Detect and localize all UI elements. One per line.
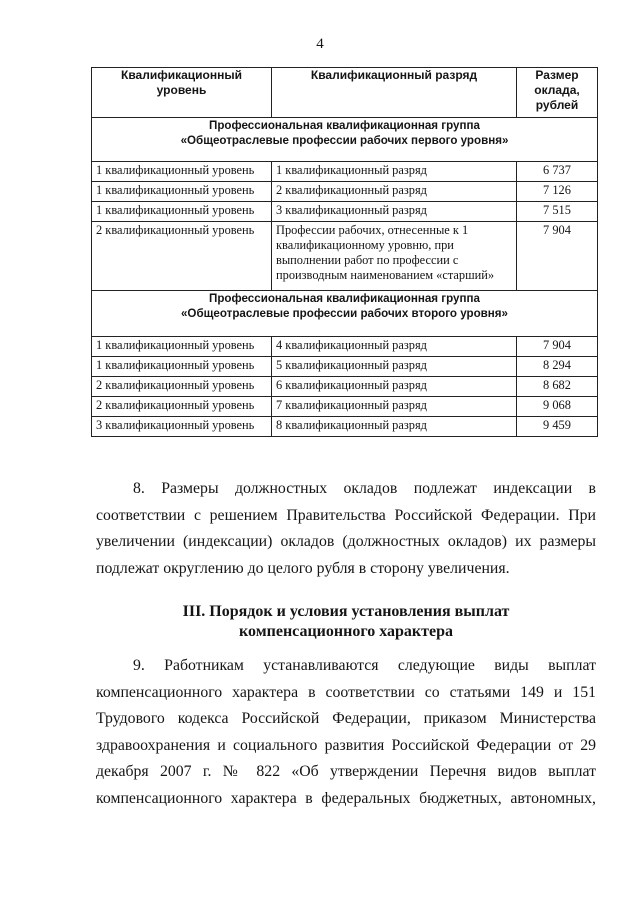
group-row xyxy=(92,291,598,337)
header-salary: Размер оклада, рублей xyxy=(517,68,598,118)
table-row xyxy=(92,397,598,417)
cell-grade: 7 квалификационный разряд xyxy=(272,397,517,417)
cell-level: 1 квалификационный уровень xyxy=(92,182,272,202)
paragraph-9-text: 9. Работникам устанавливаются следующие виды выплат компенсационного характера в соответствии со статьями 149 и 151 Трудового кодекса Российской Федерации, приказом Министерства здравоохранения и социального развития Российской Федерации от 29 декабря 2007 г. № 822 «Об утверждении Перечня видов выплат компенсационного характера в федеральных бюджетных, автономных, xyxy=(96,657,596,807)
table-header-row xyxy=(92,68,598,118)
paragraph-8-text: 8. Размеры должностных окладов подлежат индексации в соответствии с решением Правительства Российской Федерации. При увеличении (индексации) окладов (должностных окладов) их размеры подлежат округлению до целого рубля в сторону увеличения. xyxy=(96,480,596,577)
header-level: Квалификационный уровень xyxy=(92,68,272,118)
cell-grade: 1 квалификационный разряд xyxy=(272,162,517,182)
table-row xyxy=(92,337,598,357)
cell-grade: 5 квалификационный разряд xyxy=(272,357,517,377)
table-row xyxy=(92,357,598,377)
group-title-line1: Профессиональная квалификационная группа xyxy=(209,292,480,305)
paragraph-8 xyxy=(96,476,596,582)
table-row xyxy=(92,222,598,291)
cell-salary: 6 737 xyxy=(517,162,598,182)
cell-salary: 7 904 xyxy=(517,337,598,357)
cell-salary: 8 682 xyxy=(517,377,598,397)
cell-salary: 8 294 xyxy=(517,357,598,377)
group-title-line1: Профессиональная квалификационная группа xyxy=(209,119,480,132)
group-title xyxy=(92,118,598,162)
cell-salary: 7 126 xyxy=(517,182,598,202)
header-grade: Квалификационный разряд xyxy=(272,68,517,118)
group-title-line2: «Общеотраслевые профессии рабочих первого уровня» xyxy=(180,134,509,147)
cell-level: 2 квалификационный уровень xyxy=(92,222,272,291)
salary-table xyxy=(91,67,598,437)
cell-grade: 3 квалификационный разряд xyxy=(272,202,517,222)
cell-grade: 8 квалификационный разряд xyxy=(272,417,517,437)
cell-grade: 6 квалификационный разряд xyxy=(272,377,517,397)
cell-level: 1 квалификационный уровень xyxy=(92,202,272,222)
paragraph-9 xyxy=(96,653,596,812)
table-row xyxy=(92,417,598,437)
cell-grade: Профессии рабочих, отнесенные к 1 квалификационному уровню, при выполнении работ по профессии с производным наименованием «старший» xyxy=(272,222,517,291)
cell-salary: 7 515 xyxy=(517,202,598,222)
cell-level: 3 квалификационный уровень xyxy=(92,417,272,437)
group-title xyxy=(92,291,598,337)
group-title-line2: «Общеотраслевые профессии рабочих второго уровня» xyxy=(180,307,509,320)
table-row xyxy=(92,202,598,222)
cell-salary: 7 904 xyxy=(517,222,598,291)
section-heading-line1: III. Порядок и условия установления выплат xyxy=(182,603,510,620)
cell-level: 1 квалификационный уровень xyxy=(92,162,272,182)
section-heading xyxy=(96,602,596,642)
cell-salary: 9 068 xyxy=(517,397,598,417)
page-number: 4 xyxy=(316,36,324,52)
group-row xyxy=(92,118,598,162)
table-row xyxy=(92,182,598,202)
cell-level: 1 квалификационный уровень xyxy=(92,337,272,357)
section-heading-line2: компенсационного характера xyxy=(239,623,453,640)
table-row xyxy=(92,377,598,397)
table-row xyxy=(92,162,598,182)
cell-level: 1 квалификационный уровень xyxy=(92,357,272,377)
cell-salary: 9 459 xyxy=(517,417,598,437)
cell-level: 2 квалификационный уровень xyxy=(92,377,272,397)
cell-grade: 2 квалификационный разряд xyxy=(272,182,517,202)
cell-level: 2 квалификационный уровень xyxy=(92,397,272,417)
cell-grade: 4 квалификационный разряд xyxy=(272,337,517,357)
